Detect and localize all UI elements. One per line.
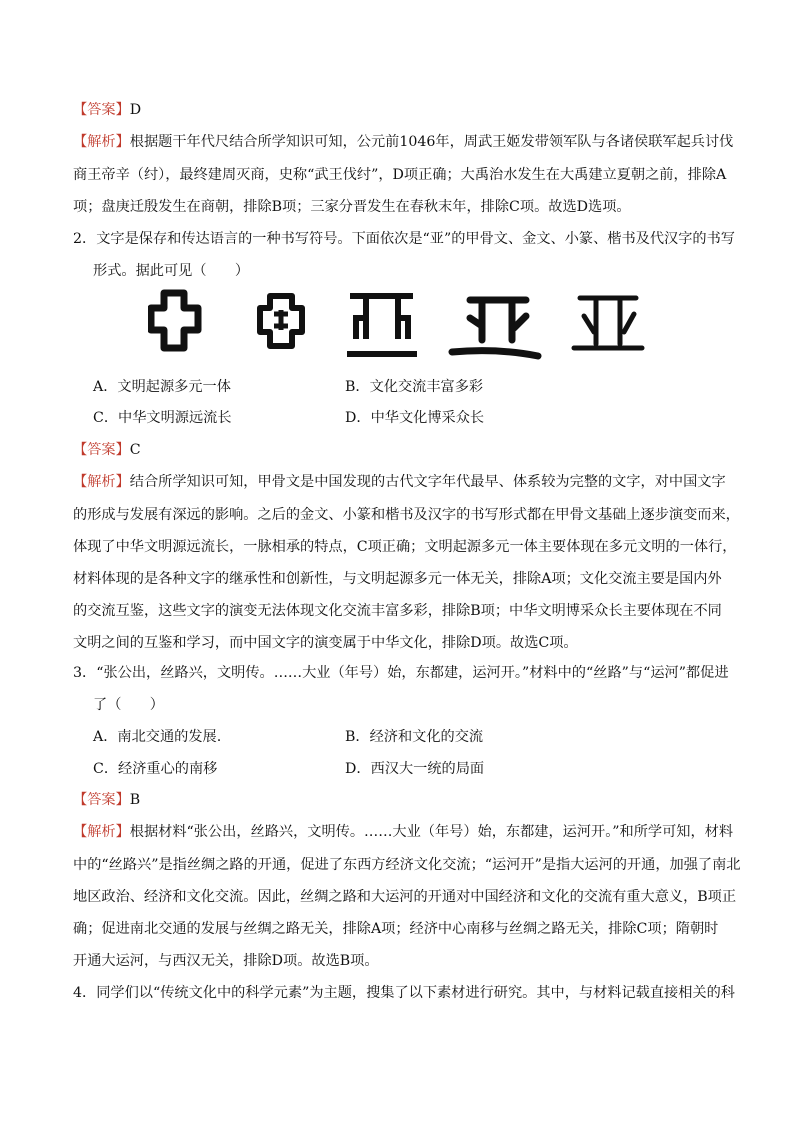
q2-option-b[interactable]: B．文化交流丰富多彩 xyxy=(345,379,484,395)
q2-option-c[interactable]: C．中华文明源远流长 xyxy=(93,410,232,426)
q3-option-d[interactable]: D．西汉大一统的局面 xyxy=(345,761,485,777)
q3-answer-line xyxy=(73,790,723,810)
regular-script-glyph xyxy=(452,300,538,356)
q1-answer: D xyxy=(129,102,142,118)
q2-analysis-line-4: 材料体现的是各种文字的继承性和创新性，与文明起源多元一体无关，排除A项；文化交流主要是国内外 xyxy=(73,571,722,587)
answer-tag: 【答案】 xyxy=(73,792,130,808)
q3-analysis-line-3: 地区政治、经济和文化交流。因此，丝绸之路和大运河的开通对中国经济和文化的交流有重大意义，B项正 xyxy=(73,889,737,905)
q2-stem-line-1: 2．文字是保存和传达语言的一种书写符号。下面依次是“亚”的甲骨文、金文、小篆、楷书及代汉字的书写 xyxy=(73,231,735,247)
bronze-glyph xyxy=(260,296,302,346)
ya-character-evolution-image xyxy=(148,288,648,363)
analysis-tag: 【解析】 xyxy=(73,824,130,840)
q1-analysis-line-2: 商王帝辛（纣），最终建周灭商，史称“武王伐纣”，D项正确；大禹治水发生在大禹建立夏朝之前，排除A xyxy=(73,167,727,183)
modern-glyph xyxy=(574,298,642,348)
q2-analysis-line-1: 【解析】结合所学知识可知，甲骨文是中国发现的古代文字年代最早、体系较为完整的文字，对中国文字 xyxy=(73,474,726,490)
q1-analysis-line-3: 项；盘庚迁殷发生在商朝，排除B项；三家分晋发生在春秋末年，排除C项。故选D选项。 xyxy=(73,199,631,215)
q2-stem-line-2: 形式。据此可见（ ） xyxy=(93,263,250,279)
q2-answer-line xyxy=(73,440,723,460)
q2-analysis-line-5: 的交流互鉴，这些文字的演变无法体现文化交流丰富多彩，排除B项；中华文明博采众长主要体现在不同 xyxy=(73,603,722,619)
answer-tag: 【答案】 xyxy=(73,102,130,118)
q3-answer: B xyxy=(129,792,141,808)
q3-option-c[interactable]: C．经济重心的南移 xyxy=(93,761,218,777)
q3-analysis-line-4: 确；促进南北交通的发展与丝绸之路无关，排除A项；经济中心南移与丝绸之路无关，排除C项；隋朝时 xyxy=(73,921,719,937)
seal-glyph xyxy=(350,296,414,354)
q2-analysis-line-2: 的形成与发展有深远的影响。之后的金文、小篆和楷书及汉字的书写形式都在甲骨文基础上逐步演变而来， xyxy=(73,507,740,523)
q3-analysis-line-1: 【解析】根据材料“张公出，丝路兴，文明传。……大业（年号）始，东都建，运河开。”和所学可知，材料 xyxy=(73,824,734,840)
q4-stem-line-1: 4．同学们以“传统文化中的科学元素”为主题，搜集了以下素材进行研究。其中，与材料记载直接相关的科 xyxy=(73,985,735,1001)
analysis-tag: 【解析】 xyxy=(73,474,130,490)
q3-option-a[interactable]: A．南北交通的发展. xyxy=(93,729,222,745)
q2-analysis-line-3: 体现了中华文明源远流长，一脉相承的特点，C项正确；文明起源多元一体主要体现在多元文明的一体行， xyxy=(73,539,737,555)
q3-analysis-line-5: 开通大运河，与西汉无关，排除D项。故选B项。 xyxy=(73,953,379,969)
q3-stem-line-1: 3．“张公出，丝路兴，文明传。……大业（年号）始，东都建，运河开。”材料中的“丝路”与“运河”都促进 xyxy=(73,665,729,681)
q3-stem-line-2: 了（ ） xyxy=(93,697,164,713)
oracle-bone-glyph xyxy=(151,293,198,348)
q3-analysis-line-2: 中的“丝路兴”是指丝绸之路的开通，促进了东西方经济文化交流；“运河开”是指大运河的开通，加强了南北 xyxy=(73,857,741,873)
q1-answer-line xyxy=(73,100,723,120)
answer-tag: 【答案】 xyxy=(73,442,130,458)
q2-analysis-line-6: 文明之间的互鉴和学习，而中国文字的演变属于中华文化，排除D项。故选C项。 xyxy=(73,635,578,651)
q3-option-b[interactable]: B．经济和文化的交流 xyxy=(345,729,484,745)
q2-option-a[interactable]: A．文明起源多元一体 xyxy=(93,379,231,395)
q2-answer: C xyxy=(129,442,141,458)
q2-option-d[interactable]: D．中华文化博采众长 xyxy=(345,410,485,426)
analysis-tag: 【解析】 xyxy=(73,134,130,150)
q1-analysis-line-1: 【解析】根据题干年代尺结合所学知识可知，公元前1046年，周武王姬发带领军队与各诸侯联军起兵讨伐 xyxy=(73,134,734,150)
